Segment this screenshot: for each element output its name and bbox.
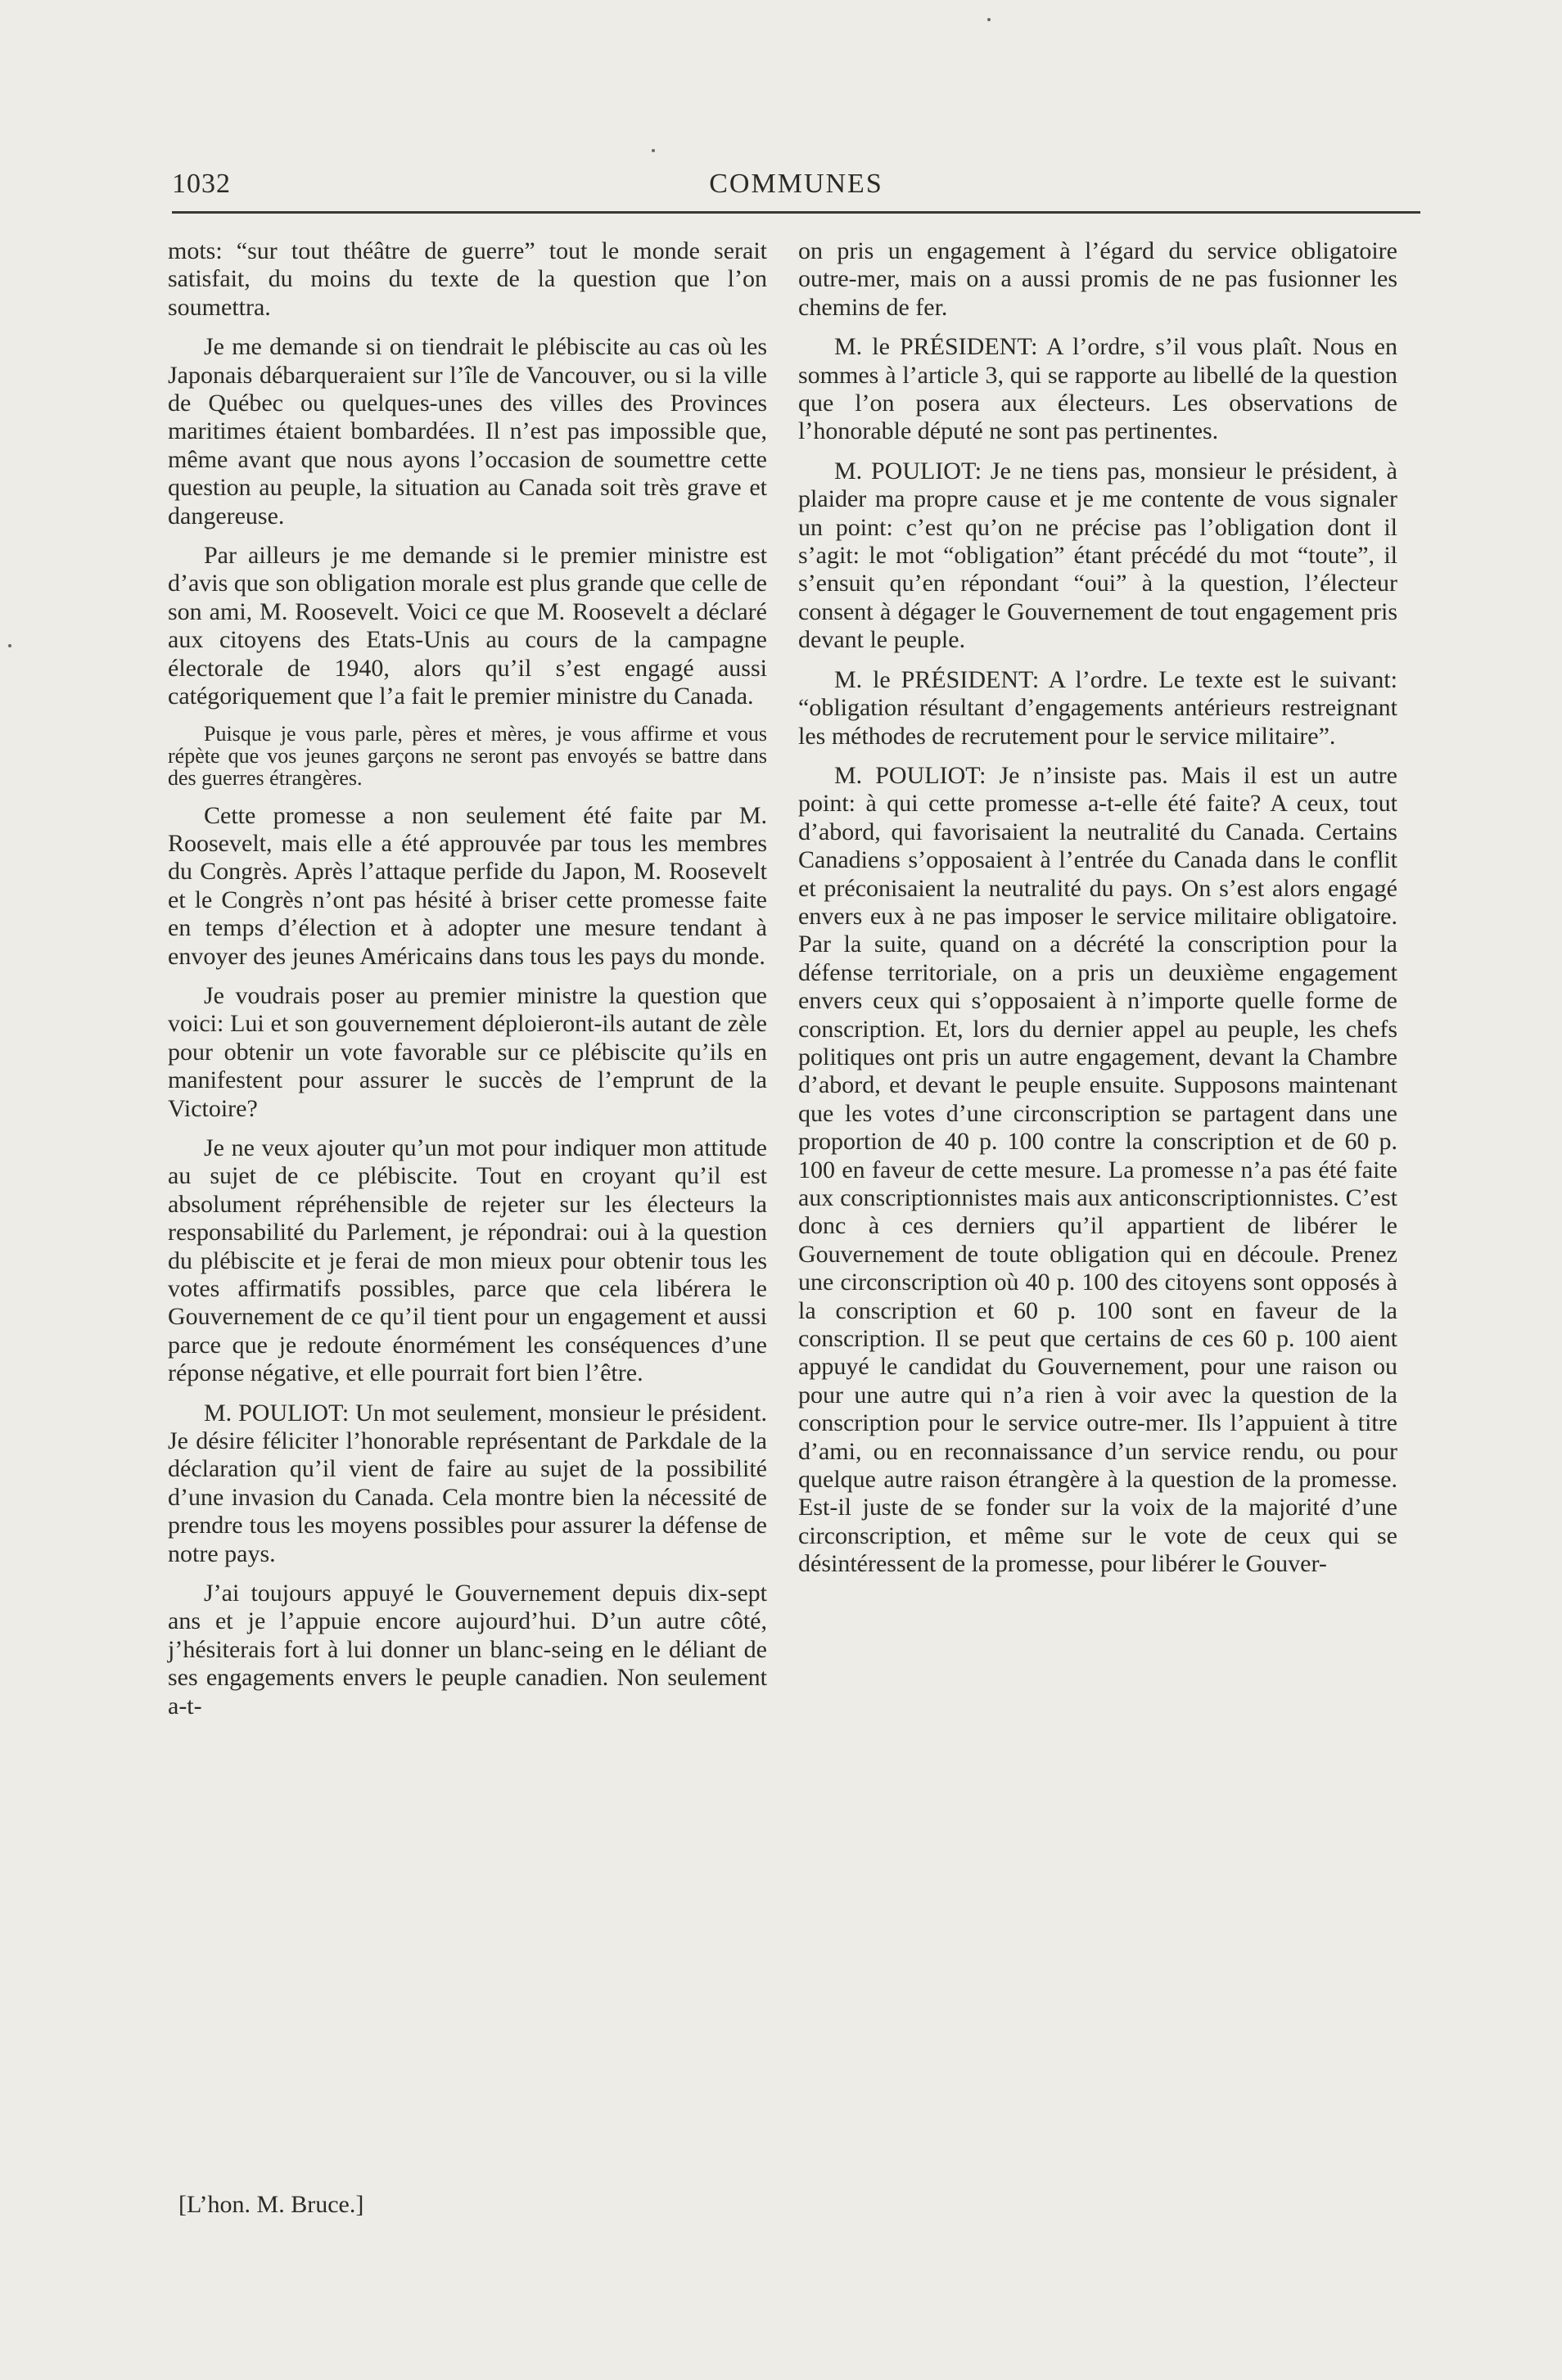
paragraph: J’ai toujours appuyé le Gouvernement depuis dix-sept ans et je l’appuie encore aujourd’hui. D’un autre côté, j’hésiterais fort à lui donner un blanc-seing en le déliant de ses engagements envers le peuple canadien. Non seulement a-t- [168, 1580, 767, 1720]
page-number: 1032 [172, 169, 231, 199]
paragraph: on pris un engagement à l’égard du service obligatoire outre-mer, mais on a aussi promis de ne pas fusionner les chemins de fer. [798, 237, 1397, 321]
page-header [172, 165, 1420, 214]
paragraph: Cette promesse a non seulement été faite par M. Roosevelt, mais elle a été approuvée par tous les membres du Congrès. Après l’attaque perfide du Japon, M. Roosevelt et le Congrès n’ont pas hésité à briser cette promesse faite en temps d’élection et à adopter une mesure tendant à envoyer des jeunes Américains dans tous les pays du monde. [168, 801, 767, 970]
paragraph: M. le PRÉSIDENT: A l’ordre. Le texte est le suivant: “obligation résultant d’engagements antérieurs restreignant les méthodes de recrutement pour le service militaire”. [798, 665, 1397, 750]
paragraph: mots: “sur tout théâtre de guerre” tout le monde serait satisfait, du moins du texte de la question que l’on soumettra. [168, 237, 767, 321]
paragraph: Je voudrais poser au premier ministre la question que voici: Lui et son gouvernement déploieront-ils autant de zèle pour obtenir un vote favorable sur ce plébiscite qu’ils en manifestent pour assurer le succès de l’emprunt de la Victoire? [168, 981, 767, 1122]
paragraph: M. POULIOT: Un mot seulement, monsieur le président. Je désire féliciter l’honorable représentant de Parkdale de la déclaration qu’il vient de faire au sujet de la possibilité d’une invasion du Canada. Cela montre bien la nécessité de prendre tous les moyens possibles pour assurer la défense de notre pays. [168, 1399, 767, 1567]
scan-speck [987, 18, 991, 21]
block-quote: Puisque je vous parle, pères et mères, je vous affirme et vous répète que vos jeunes garçons ne seront pas envoyés se battre dans des guerres étrangères. [168, 721, 767, 790]
scan-speck [652, 149, 655, 152]
right-column [798, 237, 1397, 1590]
paragraph: Je ne veux ajouter qu’un mot pour indiquer mon attitude au sujet de ce plébiscite. Tout en croyant qu’il est absolument répréhensible de rejeter sur les électeurs la responsabilité du Parlement, je répondrai: oui à la question du plébiscite et je ferai de mon mieux pour obtenir tous les votes affirmatifs possibles, parce que cela libérera le Gouvernement de ce qu’il tient pour un engagement et aussi parce que je redoute énormément les conséquences d’une réponse négative, et elle pourrait fort bien l’être. [168, 1134, 767, 1387]
running-head: COMMUNES [709, 169, 883, 199]
paragraph: M. le PRÉSIDENT: A l’ordre, s’il vous plaît. Nous en sommes à l’article 3, qui se rapporte au libellé de la question que l’on posera aux électeurs. Les observations de l’honorable député ne sont pas pertinentes. [798, 333, 1397, 445]
paragraph: M. POULIOT: Je n’insiste pas. Mais il est un autre point: à qui cette promesse a-t-elle été faite? A ceux, tout d’abord, qui favorisaient la neutralité du Canada. Certains Canadiens s’opposaient à l’entrée du Canada dans le conflit et préconisaient la neutralité du pays. On s’est alors engagé envers eux à ne pas imposer le service militaire obligatoire. Par la suite, quand on a décrété la conscription pour la défense territoriale, on a pris un deuxième engagement envers ceux qui s’opposaient à n’importe quelle forme de conscription. Et, lors du dernier appel au peuple, les chefs politiques ont pris un autre engagement, devant la Chambre d’abord, et devant le peuple ensuite. Supposons maintenant que les votes d’une circonscription se partagent dans une proportion de 40 p. 100 contre la conscription et de 60 p. 100 en faveur de cette mesure. La promesse n’a pas été faite aux conscriptionnistes mais aux anticonscriptionnistes. C’est donc à ces derniers qu’il appartient de libérer le Gouvernement de toute obligation qui en découle. Prenez une circonscription où 40 p. 100 des citoyens sont opposés à la conscription et 60 p. 100 sont en faveur de la conscription. Il se peut que certains de ces 60 p. 100 aient appuyé le candidat du Gouvernement, pour une raison ou pour une autre qui n’a rien à voir avec la question de la conscription pour le service outre-mer. Ils l’appuient à titre d’ami, ou en reconnaissance d’un service rendu, ou pour quelque autre raison étrangère à la question de la promesse. Est-il juste de se fonder sur la voix de la majorité d’une circonscription, et même sur le vote de ceux qui se désintéressent de la promesse, pour libérer le Gouver- [798, 761, 1397, 1578]
left-column [168, 237, 767, 1732]
paragraph: M. POULIOT: Je ne tiens pas, monsieur le président, à plaider ma propre cause et je me contente de vous signaler un point: c’est qu’on ne précise pas l’obligation dont il s’agit: le mot “obligation” étant précédé du mot “toute”, il s’ensuit qu’en répondant “oui” à la question, l’électeur consent à dégager le Gouvernement de tout engagement pris devant le peuple. [798, 457, 1397, 654]
speaker-attribution: [L’hon. M. Bruce.] [178, 2191, 364, 2218]
paragraph: Je me demande si on tiendrait le plébiscite au cas où les Japonais débarqueraient sur l’île de Vancouver, ou si la ville de Québec ou quelques-unes des villes des Provinces maritimes étaient bombardées. Il n’est pas impossible que, même avant que nous ayons l’occasion de soumettre cette question au peuple, la situation au Canada soit très grave et dangereuse. [168, 333, 767, 530]
scan-speck [8, 644, 11, 647]
paragraph: Par ailleurs je me demande si le premier ministre est d’avis que son obligation morale est plus grande que celle de son ami, M. Roosevelt. Voici ce que M. Roosevelt a déclaré aux citoyens des Etats-Unis au cours de la campagne électorale de 1940, alors qu’il s’est engagé aussi catégoriquement que l’a fait le premier ministre du Canada. [168, 542, 767, 710]
